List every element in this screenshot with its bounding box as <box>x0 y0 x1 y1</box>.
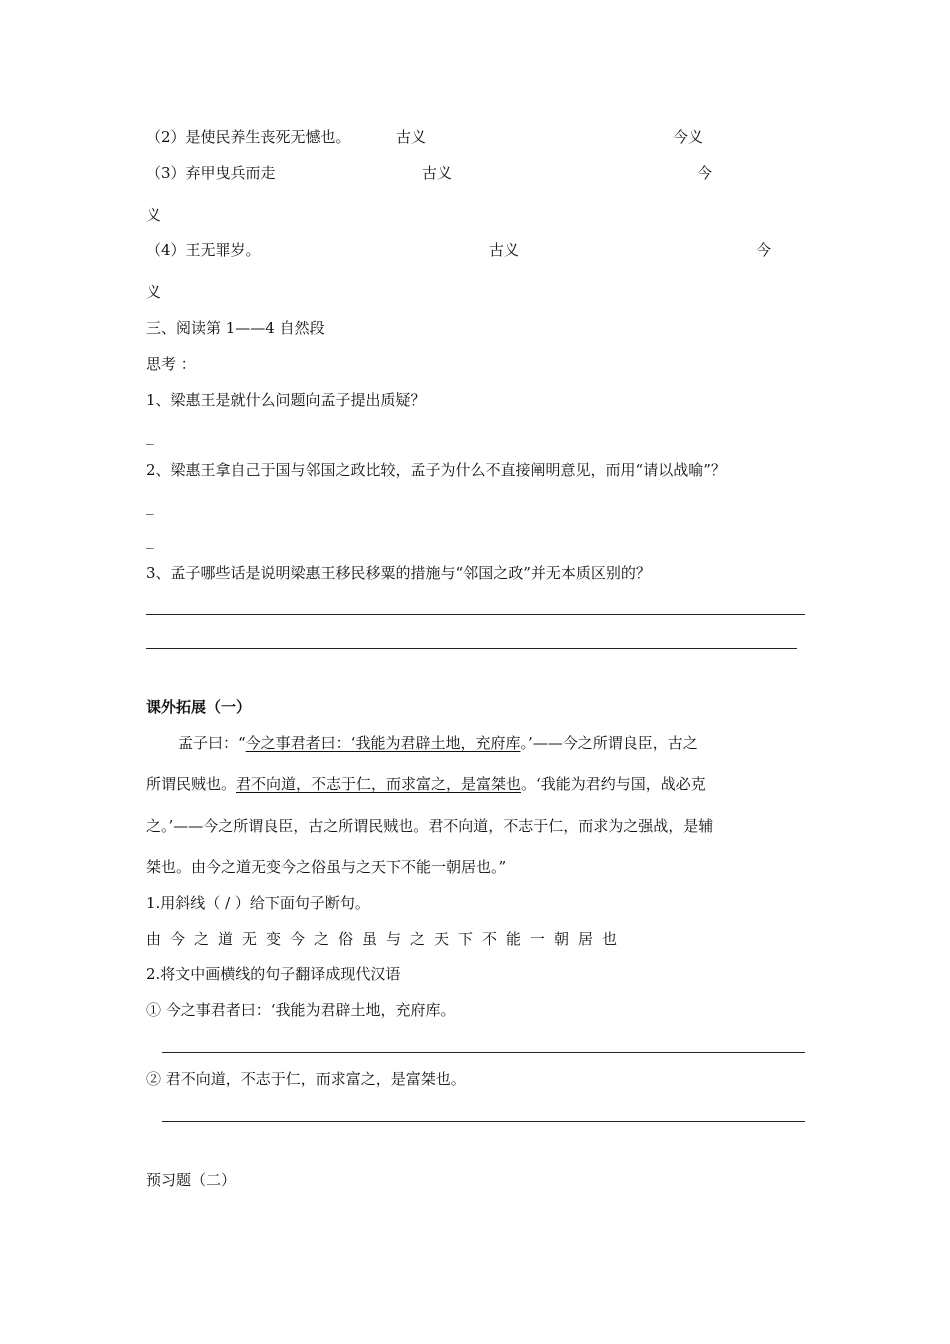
punctuation-sentence: 由今之道无变今之俗虽与之天下不能一朝居也 <box>146 930 627 948</box>
section3-think: 思考 ： <box>146 355 196 373</box>
item-4-sentence: （4）王无罪岁。 <box>146 241 261 259</box>
underlined-sentence-2: 君不向道，不志于仁，而求富之，是富桀也 <box>236 775 522 793</box>
item-3-gu-label: 古义 <box>422 164 453 182</box>
item-3-jin-wrap: 义 <box>146 206 162 224</box>
item-3-jin-label: 今 <box>697 164 713 182</box>
translate-item-1: ① 今之事君者曰：‘我能为君辟土地，充府库。 <box>146 1001 456 1019</box>
question-2: 2、梁惠王拿自己于国与邻国之政比较，孟子为什么不直接阐明意见，而用“请以战喻”？ <box>146 461 726 479</box>
item-2-jin-label: 今义 <box>673 128 704 146</box>
passage-line-2: 所谓民贼也。君不向道，不志于仁，而求富之，是富桀也。‘我能为君约与国，战必克 <box>146 775 706 793</box>
task-2: 2.将文中画横线的句子翻译成现代汉语 <box>146 965 401 983</box>
item-2-sentence: （2）是使民养生丧死无憾也。 <box>146 128 351 146</box>
item-4-jin-label: 今 <box>756 241 772 259</box>
passage-line-3: 之。’——今之所谓良臣，古之所谓民贼也。君不向道，不志于仁，而求为之强战，是辅 <box>146 817 714 835</box>
item-4-jin-wrap: 义 <box>146 283 162 301</box>
translate-line-2 <box>162 1121 805 1122</box>
translate-item-2: ② 君不向道，不志于仁，而求富之，是富桀也。 <box>146 1070 466 1088</box>
translate-line-1 <box>162 1052 805 1053</box>
task-1: 1.用斜线（ / ）给下面句子断句。 <box>146 894 370 912</box>
preview-heading: 预习题（二） <box>146 1171 237 1189</box>
section3-heading: 三、阅读第 1——4 自然段 <box>146 319 325 337</box>
question-3: 3、孟子哪些话是说明梁惠王移民移粟的措施与“邻国之政”并无本质区别的？ <box>146 564 651 582</box>
question-1: 1、梁惠王是就什么问题向孟子提出质疑？ <box>146 391 426 409</box>
answer-line-3a <box>146 614 805 615</box>
item-2-gu-label: 古义 <box>396 128 427 146</box>
underlined-sentence-1: 今之事君者曰：‘我能为君辟土地，充府库 <box>245 734 521 752</box>
extension-title: 课外拓展（一） <box>146 698 252 716</box>
answer-blank-2b: _ <box>146 531 154 549</box>
item-3-sentence: （3）弃甲曳兵而走 <box>146 164 276 182</box>
passage-line-1: 孟子曰：“今之事君者曰：‘我能为君辟土地，充府库。’——今之所谓良臣，古之 <box>178 734 698 752</box>
answer-line-3b <box>146 648 797 649</box>
passage-line-4: 桀也。由今之道无变今之俗虽与之天下不能一朝居也。” <box>146 858 507 876</box>
item-4-gu-label: 古义 <box>489 241 520 259</box>
answer-blank-1: _ <box>146 427 154 445</box>
answer-blank-2a: _ <box>146 497 154 515</box>
